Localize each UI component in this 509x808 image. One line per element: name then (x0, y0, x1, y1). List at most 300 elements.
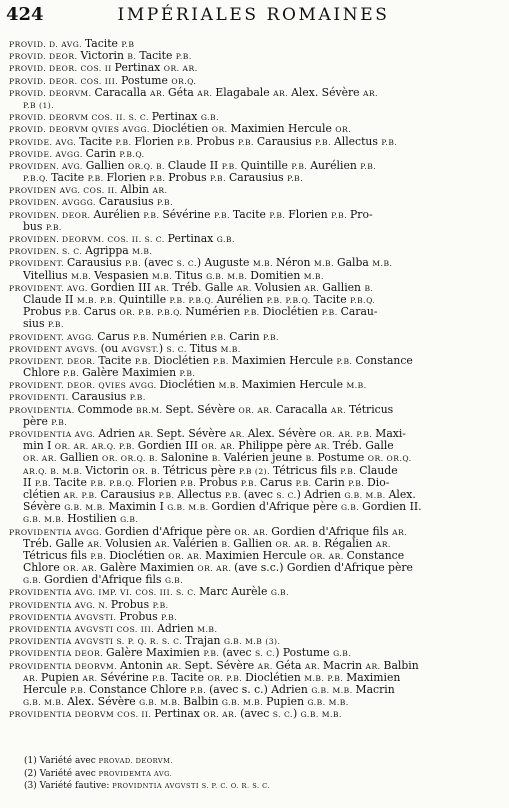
footnotes (24, 755, 494, 793)
legend-text: P.B.Q. (119, 149, 145, 159)
text-run: Florien (106, 171, 150, 185)
text-run: Volusien (254, 280, 305, 294)
legend-text: G.B. (216, 235, 235, 244)
entry-line (9, 184, 501, 196)
legend-text: S. C. (272, 710, 293, 720)
legend-text: AR. (304, 283, 323, 293)
text-run: Florien (134, 134, 178, 148)
legend-text: AR. (236, 283, 255, 293)
legend-text: OR.Q. (171, 76, 197, 86)
text-run: Commode (77, 402, 137, 416)
footnote (24, 768, 494, 781)
page-header (6, 4, 501, 28)
text-run: Valérien (172, 536, 222, 550)
text-run: Régalien (324, 536, 376, 550)
entry-line (9, 331, 501, 343)
text-run: Carausius (66, 256, 126, 270)
text-run: Maximien Hercule (241, 378, 347, 392)
text-run: Balbin (383, 658, 419, 672)
text-run: Tacite (98, 353, 135, 367)
legend-text: M.B. (346, 381, 367, 391)
legend-text: OR. AR. AR.Q. P.B. (54, 442, 138, 452)
text-run: Trajan (184, 634, 224, 648)
text-run: Domitien (250, 268, 304, 282)
legend-text: P.B. (47, 320, 64, 330)
legend-text: PROVIDENTIA AVG. IMP. VI. COS. III. S. C. (9, 588, 200, 598)
legend-text: P.B. (212, 356, 232, 366)
legend-text: G.B. (333, 649, 352, 659)
text-run: Chlore (23, 561, 64, 575)
text-run: Dioclétien (245, 670, 305, 684)
text-run: Albin (120, 183, 153, 197)
text-run: Gordien d'Afrique père (104, 524, 235, 538)
text-run: Macrin (355, 682, 395, 696)
legend-text: M.B. P.B. (76, 295, 119, 305)
legend-text: P.B. (336, 356, 356, 366)
legend-text: PROVIDENTIA AVGG. (9, 527, 105, 537)
legend-text: M.B. (197, 625, 218, 634)
legend-text: P.B. (143, 210, 163, 220)
legend-text: P.B. (180, 478, 200, 488)
legend-text: AR. (314, 442, 333, 452)
legend-text: P.B. (210, 332, 230, 342)
legend-text: PROVAD. DEORVM. (98, 757, 173, 765)
legend-text: M.B. (218, 381, 242, 391)
legend-text: P.B. (133, 332, 152, 342)
text-run: Géta (168, 85, 198, 99)
text-run: Elagabale (215, 85, 274, 99)
text-run: Probus (168, 171, 211, 185)
text-run: Pupien (41, 670, 83, 684)
text-run: (avec (243, 487, 277, 501)
legend-text: P.B. (269, 210, 289, 220)
text-run: (ou (100, 341, 122, 355)
legend-text: P.B. (243, 308, 263, 318)
legend-text: P.B. (291, 161, 311, 171)
legend-text: M.B. (220, 344, 241, 354)
legend-text: P.B. P.B.Q. (90, 478, 138, 488)
text-run: Galère Maximien (82, 366, 180, 380)
legend-text: PROVID. DEORVM COS. II. S. C. (9, 113, 152, 123)
text-run: ) (292, 707, 301, 721)
text-run: (1) Variété avec (24, 756, 99, 766)
legend-text: AR. (138, 430, 157, 439)
legend-text: PROVIDENTIA AVGVSTI S. P. Q. R. S. C. (9, 637, 185, 647)
legend-text: AR. (154, 539, 173, 549)
legend-text: G.B. M.B. (206, 271, 251, 281)
legend-text: PROVIDENTIA AVGVSTI COS. III. (9, 625, 158, 634)
legend-text: BR.M. (136, 405, 166, 415)
text-run: Claude II (23, 292, 77, 306)
text-run: Agrippa (85, 244, 133, 258)
entry-line (9, 209, 501, 221)
text-run: Probus (23, 305, 65, 319)
legend-text: AVGVST. (121, 344, 159, 354)
legend-text: G.B. M.B (3). (223, 637, 281, 647)
text-run: Gordien d'Afrique fils (44, 573, 165, 587)
text-run: Gordien d'Afrique père (211, 500, 342, 514)
text-run: Allectus (177, 487, 225, 501)
text-run: Tréb. Galle (172, 280, 237, 294)
text-run: Constance (346, 548, 405, 562)
legend-text: P.B (121, 40, 135, 49)
text-run: Maximien Hercule (205, 548, 310, 562)
legend-text: AR. (257, 661, 276, 671)
text-run: Galba (336, 256, 373, 270)
legend-text: PROVIDEN. DEOR. (9, 210, 94, 220)
legend-text: P.B. (64, 308, 84, 318)
legend-text: OR. (211, 125, 231, 135)
legend-text: PROVIDENT. AVG. (9, 283, 91, 293)
legend-text: OR. P.B. P.B.Q. (119, 308, 186, 318)
text-run: Chlore (23, 366, 64, 380)
legend-text: OR. OR.Q. B. (102, 454, 161, 464)
text-run: Balbin (183, 695, 222, 709)
legend-text: P.B. (63, 369, 83, 379)
text-run: Aurélien (216, 292, 267, 306)
text-run: Maxi- (375, 427, 406, 440)
legend-text: AR. (150, 88, 169, 98)
legend-text: B. (221, 539, 234, 549)
text-run: Victorin (80, 49, 128, 63)
text-run: Carausius (256, 134, 316, 148)
legend-text: OR.Q. B. (127, 161, 168, 171)
legend-text: S. C. (166, 344, 190, 354)
text-run: père (23, 414, 52, 428)
legend-text: OR. AR. (197, 564, 235, 574)
legend-text: PROVIDENTIA. (9, 405, 78, 415)
text-run: (ave s.c.) Gordien d'Afrique père (234, 561, 413, 575)
text-run: Tacite (171, 670, 208, 684)
legend-text: P.B. (87, 174, 107, 184)
legend-text: PROVID. DEORVM QVIES AVGG. (9, 125, 153, 135)
text-run: Dioclétien (153, 353, 213, 367)
text-run: (avec (222, 646, 255, 660)
text-run: Tréb. Galle (332, 439, 394, 453)
entry-line (9, 404, 501, 416)
entry-line (9, 99, 501, 111)
text-run: Gordien d'Afrique fils (271, 524, 393, 538)
text-run: Tétricus père (162, 463, 239, 477)
legend-text: P.B. (340, 466, 360, 476)
legend-text: OR. AR. (201, 442, 239, 452)
text-run: Pertinax (167, 232, 217, 245)
text-run: Carus (83, 305, 120, 319)
text-run: (avec s. c.) Adrien (209, 682, 312, 696)
legend-text: AR. (304, 661, 323, 671)
legend-text: PROVIDEN. S. C. (9, 247, 86, 257)
legend-text: P.B. (237, 137, 257, 147)
text-run: Galère Maximien (106, 646, 204, 660)
legend-text: PROVIDNTIA AVGVSTI S. P. C. O. R. S. C. (112, 782, 271, 790)
legend-text: G.B. (341, 503, 363, 513)
legend-text: P.B. (221, 161, 241, 171)
text-run: Aurélien (310, 158, 361, 172)
legend-text: AR. (87, 539, 106, 549)
legend-text: PROVIDENTIA AVG. N. (9, 600, 111, 610)
entry-line (9, 50, 501, 62)
text-run: Tacite (232, 207, 270, 221)
legend-text: PROVIDENTI. (9, 393, 72, 403)
text-run: Tacite (79, 134, 116, 148)
legend-text: AR. P.B. (63, 490, 101, 500)
legend-text: AR. (375, 539, 391, 549)
legend-text: PROVIDEN. DEORVM. COS. II. S. C. (9, 235, 168, 244)
text-run: Sévérine (162, 207, 214, 221)
text-run: Maximien Hercule (231, 353, 337, 367)
legend-text: P.B. (262, 332, 279, 342)
running-title: IMPÉRIALES ROMAINES (117, 5, 390, 25)
entry-line (9, 172, 501, 184)
legend-text: PROVIDENT. (9, 259, 67, 269)
legend-text: G.B. M.B. (221, 698, 267, 708)
legend-text: G.B. (200, 113, 220, 123)
legend-text: P.B. (179, 369, 196, 379)
legend-text: PROVIDE. AVGG. (9, 149, 86, 159)
text-run: Adrien (98, 427, 139, 440)
legend-text: OR. AR. (163, 64, 198, 74)
legend-text: OR. AR. (168, 551, 206, 561)
legend-text: M.B. (313, 259, 337, 269)
legend-text: P.B (2). (238, 466, 273, 476)
text-run: Gordien III (90, 280, 155, 294)
text-run: Gallien (322, 280, 365, 294)
text-run: Alex. Sévère (67, 695, 140, 709)
legend-text: AR. (166, 661, 185, 671)
legend-text: P.B. (90, 551, 110, 561)
legend-text: PROVID. DEOR. COS. II (9, 64, 115, 74)
text-run: Tétricus fils (23, 548, 91, 562)
legend-text: OR. OR.Q. (367, 454, 412, 464)
legend-text: P.B. (152, 673, 171, 683)
text-run: Dioclétien (262, 305, 322, 319)
text-run: Carin (85, 146, 120, 160)
legend-text: P.B. (315, 137, 334, 147)
legend-text: PROVIDENTIA DEORVM COS. II. (9, 710, 155, 720)
text-run: Tacite (84, 37, 122, 50)
legend-text: B. (127, 52, 140, 62)
text-run: Sévérine (100, 670, 153, 684)
text-run: Sept. Sévère (156, 427, 230, 440)
text-run: Carausius (71, 390, 130, 404)
legend-text: G.B. M.B. (307, 698, 349, 708)
legend-text: P.B. (157, 198, 174, 208)
entry-line (9, 586, 501, 598)
legend-text: PROVIDEMTA AVG. (98, 769, 173, 778)
text-run: Volusien (105, 536, 155, 550)
legend-text: G.B. M.B. (167, 503, 212, 513)
text-run: Sept. Sévère (165, 402, 239, 416)
legend-text: OR. AR. (309, 551, 347, 561)
legend-entries (9, 38, 501, 721)
text-run: Maximien (346, 670, 401, 684)
legend-text: S. C. (254, 649, 276, 659)
legend-text: P.B. (210, 174, 229, 184)
entry-line (9, 452, 501, 464)
legend-text: G.B. M.B. (311, 685, 356, 695)
legend-text: P.B. (224, 490, 244, 500)
legend-text: G.B. M.B. (23, 515, 68, 525)
legend-text: AR. (23, 673, 42, 683)
text-run: Géta (275, 658, 305, 672)
legend-text: AR. (392, 527, 408, 537)
text-run: Antonin (120, 658, 167, 672)
text-run: Victorin (85, 463, 133, 477)
page-number: 424 (6, 4, 44, 25)
text-run: Florien (288, 207, 332, 221)
legend-text: P.B. (295, 478, 315, 488)
legend-text: P.B. (115, 137, 135, 147)
entry-line (9, 611, 501, 623)
text-run: Aurélien (93, 207, 144, 221)
legend-text: P.B. (240, 478, 260, 488)
legend-text: AR. (152, 186, 168, 196)
text-run: Vespasien (94, 268, 153, 282)
text-run: Maximien Hercule (230, 122, 336, 136)
text-run: (avec (144, 256, 177, 270)
text-run: Hostilien (67, 512, 121, 526)
legend-text: G.B. M.B. (139, 698, 184, 708)
text-run: Probus (119, 609, 162, 623)
legend-text: G.B. M.B. (64, 503, 109, 513)
text-run: Quintille (240, 158, 292, 172)
legend-text: P.B.Q. (23, 174, 52, 184)
legend-text: M.B. (372, 259, 393, 269)
text-run: Tacite (53, 475, 91, 489)
legend-text: M.B. (152, 271, 176, 281)
text-run: Titus (189, 341, 221, 355)
legend-text: M.B. (71, 271, 95, 281)
text-run: (3) Variété fautive: (24, 781, 113, 791)
text-run: Alex. Sévère (247, 427, 320, 440)
text-run: Dioclétien (152, 122, 212, 136)
text-run: Gallien (59, 451, 103, 465)
text-run: Pertinax (114, 61, 164, 75)
text-run: ) (158, 341, 167, 355)
footnote (24, 780, 494, 793)
text-run: Carausius (228, 171, 288, 185)
text-run: Adrien (157, 622, 198, 635)
legend-text: P.B. (158, 490, 178, 500)
legend-text: P.B. (129, 393, 146, 403)
text-run: Carau- (340, 305, 378, 319)
legend-text: OR. AR. (234, 527, 272, 537)
entry-line (9, 513, 501, 525)
legend-text: S. C. (176, 259, 197, 269)
legend-text: P.B. (161, 612, 178, 622)
text-run: Postume (317, 451, 368, 465)
text-run: Pupien (266, 695, 308, 709)
text-run: ) Adrien (296, 487, 345, 501)
entry-line (9, 136, 501, 148)
entry-line (9, 62, 501, 74)
legend-text: P.B. (360, 161, 377, 171)
text-run: Pertinax (154, 707, 204, 721)
legend-text: P.B. (177, 137, 197, 147)
footnote (24, 755, 494, 768)
legend-text: PROVIDENTIA DEORVM. (9, 661, 121, 671)
legend-text: PROVIDENT AVGVS. (9, 344, 101, 354)
text-run: Allectus (333, 134, 382, 148)
entry-line (9, 87, 501, 99)
text-run: Gallien (233, 536, 276, 550)
text-run: Maximin I (108, 500, 168, 514)
legend-text: P.B. (348, 478, 368, 488)
text-run: Néron (275, 256, 314, 270)
legend-text: PROVID. D. AVG. (9, 40, 85, 49)
legend-text: PROVIDEN. AVGGG. (9, 198, 99, 208)
entry-line (9, 599, 501, 611)
legend-text: G.B. (23, 576, 45, 586)
text-run: Tréb. Galle (23, 536, 88, 550)
text-run: Dio- (367, 475, 390, 489)
legend-text: P.B. (134, 356, 154, 366)
legend-text: M.B. (132, 247, 153, 257)
text-run: Quintille (118, 292, 170, 306)
text-run: II (23, 475, 35, 489)
text-run: Dioclétien (109, 548, 169, 562)
text-run: Carausius (100, 487, 159, 501)
legend-text: P.B. (34, 478, 54, 488)
legend-text: PROVID. DEOR. (9, 52, 81, 62)
entry-line (9, 221, 501, 233)
legend-text: P.B. P.B.Q. (266, 295, 314, 305)
entry-line (9, 233, 501, 245)
text-run: Carin (314, 475, 349, 489)
text-run: Gallien (85, 158, 128, 172)
text-run: Marc Aurèle (199, 585, 271, 599)
legend-text: PROVIDE. AVG. (9, 137, 80, 147)
legend-text: M.B. (303, 271, 324, 281)
legend-text: G.B. M.B. (344, 490, 389, 500)
legend-text: AR.Q. B. M.B. (23, 466, 86, 476)
text-run: Tacite (139, 49, 176, 63)
legend-text: PROVIDEN. AVG. (9, 161, 86, 171)
legend-text: P.B. (203, 649, 223, 659)
entry-line (9, 623, 501, 635)
legend-text: P.B. (70, 685, 90, 695)
legend-text: G.B. (120, 515, 139, 525)
legend-text: OR. AR. (203, 710, 241, 720)
legend-text: AR. (229, 430, 248, 439)
legend-text: P.B. (214, 210, 233, 220)
text-run: Alex. Sévère (291, 85, 363, 99)
legend-text: P.B. (287, 174, 304, 184)
legend-text: M.B. (252, 259, 276, 269)
legend-text: G.B. (164, 576, 184, 586)
text-run: Pro- (350, 207, 373, 221)
text-run: Florien (137, 475, 181, 489)
legend-text: PROVIDEN AVG. COS. II. (9, 186, 121, 196)
legend-text: P.B. (381, 137, 398, 147)
text-run: Probus (196, 134, 238, 148)
legend-text: OR. B. (132, 466, 163, 476)
text-run: Vitellius (23, 268, 72, 282)
legend-text: M.B. P.B. (304, 673, 347, 683)
legend-text: B. (305, 454, 318, 464)
legend-text: P.B. (321, 308, 341, 318)
text-run: Valérien jeune (223, 451, 306, 465)
legend-text: OR. AR. (23, 454, 60, 464)
text-run: Constance (355, 353, 413, 367)
legend-text: PROVIDENT. DEOR. (9, 356, 99, 366)
text-run: Galère Maximien (99, 561, 198, 575)
text-run: Numérien (151, 329, 211, 343)
legend-text: P.B. (175, 52, 192, 62)
legend-text: B. (364, 283, 374, 293)
text-run: Tétricus (348, 402, 394, 416)
text-run: Alex. (388, 487, 416, 501)
